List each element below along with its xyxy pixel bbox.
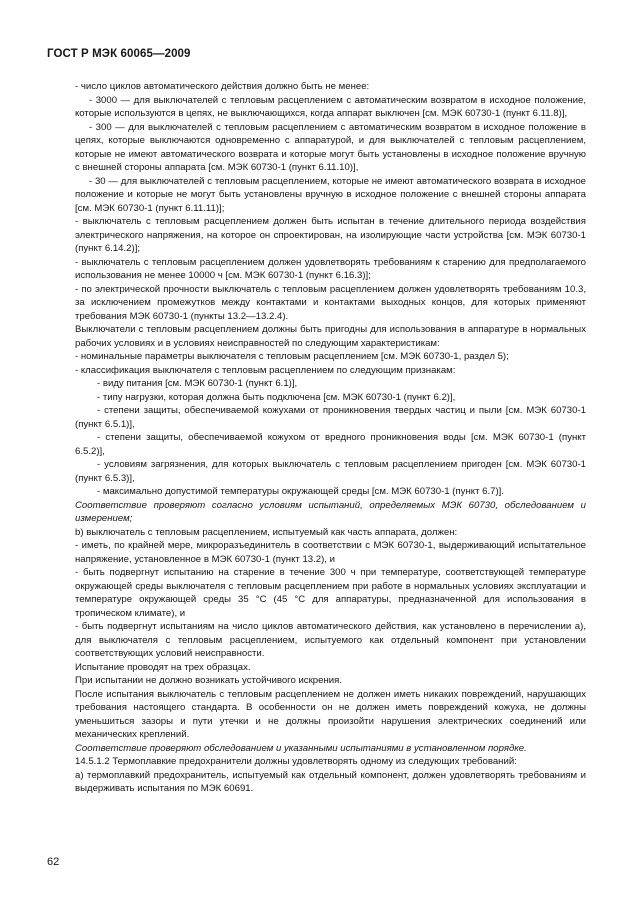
paragraph: - виду питания [см. МЭК 60730-1 (пункт 6.1)], bbox=[97, 378, 298, 389]
paragraph: - условиям загрязнения, для которых выключатель с тепловым расцеплением пригоден [см. МЭК 60730-1 (пункт 6.5.3)], bbox=[75, 459, 586, 484]
paragraph: - быть подвергнут испытанию на старение в течение 300 ч при температуре, соответствующей температуре окружающей среды выключателя с тепловым расцеплением при работе в нормальных условиях эксплуатации и температуре окружающей среды 35 °С (45 °С для аппаратуры, предназначенной для использования в тропическом климате), и bbox=[75, 567, 586, 619]
paragraph: а) термоплавкий предохранитель, испытуемый как отдельный компонент, должен удовлетворять требованиям и выдерживать испытания по МЭК 60691. bbox=[75, 769, 586, 794]
paragraph: 14.5.1.2 Термоплавкие предохранители должны удовлетворять одному из следующих требований: bbox=[75, 756, 517, 767]
paragraph: - по электрической прочности выключатель с тепловым расцеплением должен удовлетворять требованиям 10.3, за исключением промежутков между контактами и контактами выходных концов, для которых применяют требования МЭК 60730-1 (пункты 13.2—13.2.4). bbox=[75, 283, 586, 322]
italic-paragraph: Соответствие проверяют обследованием и указанными испытаниями в установленном порядке. bbox=[75, 742, 527, 754]
document-header: ГОСТ Р МЭК 60065—2009 bbox=[47, 48, 191, 60]
paragraph: - быть подвергнут испытаниям на число циклов автоматического действия, как установлено в перечислении а), для выключателя с тепловым расцеплением, испытуемого как отдельный компонент при установлении соответствующих условий неисправности. bbox=[75, 621, 586, 659]
paragraph: - типу нагрузки, которая должна быть подключена [см. МЭК 60730-1 (пункт 6.2)], bbox=[97, 391, 456, 403]
paragraph: - иметь, по крайней мере, микроразъединитель в соответствии с МЭК 60730-1, выдерживающий испытательное напряжение, установленное в МЭК 60730-1 (пункт 13.2), и bbox=[75, 540, 586, 565]
paragraph: При испытании не должно возникать устойчивого искрения. bbox=[75, 675, 342, 686]
paragraph: - 3000 — для выключателей с тепловым расцеплением с автоматическим возвратом в исходное положение, которые используются в цепях, не выключающихся, когда аппарат выключен [см. МЭК 60730-1 (пункт 6.11.8)], bbox=[75, 94, 586, 119]
paragraph: b) выключатель с тепловым расцеплением, испытуемый как часть аппарата, должен: bbox=[75, 526, 458, 538]
document-body bbox=[75, 80, 586, 796]
paragraph: - выключатель с тепловым расцеплением должен быть испытан в течение длительного периода воздействия электрического напряжения, на которое он спроектирован, на изолирующие части устройства [см. МЭК 60730-1 (пункт 6.14.2)]; bbox=[75, 216, 586, 254]
paragraph: - классификация выключателя с тепловым расцеплением по следующим признакам: bbox=[75, 364, 456, 376]
paragraph: Выключатели с тепловым расцеплением должны быть пригодны для использования в аппаратуре в нормальных рабочих условиях и в условиях неисправностей по следующим характеристикам: bbox=[75, 324, 586, 349]
paragraph: - максимально допустимой температуры окружающей среды [см. МЭК 60730-1 (пункт 6.7)]. bbox=[97, 486, 504, 497]
paragraph: - выключатель с тепловым расцеплением должен удовлетворять требованиям к старению для предполагаемого использования не менее 10000 ч [см. МЭК 60730-1 (пункт 6.16.3)]; bbox=[75, 256, 586, 281]
paragraph: После испытания выключатель с тепловым расцеплением не должен иметь никаких повреждений, нарушающих требования настоящего стандарта. В особенности он не должен иметь повреждений кожуха, не должны уменьшиться зазоры и пути утечки и не должны произойти нарушения электрических соединений или механических креплений. bbox=[75, 688, 586, 740]
paragraph: - номинальные параметры выключателя с тепловым расцеплением [см. МЭК 60730-1, раздел 5); bbox=[75, 351, 509, 362]
page-number: 62 bbox=[47, 856, 60, 868]
paragraph: - степени защиты, обеспечиваемой кожухами от проникновения твердых частиц и пыли [см. МЭК 60730-1 (пункт 6.5.1)], bbox=[75, 405, 586, 430]
italic-paragraph: Соответствие проверяют согласно условиям испытаний, определяемых МЭК 60730, обследованием и измерением; bbox=[75, 499, 586, 524]
paragraph: - число циклов автоматического действия должно быть не менее: bbox=[75, 81, 370, 92]
paragraph: - степени защиты, обеспечиваемой кожухом от вредного проникновения воды [см. МЭК 60730-1 (пункт 6.5.2)], bbox=[75, 432, 586, 457]
paragraph: - 300 — для выключателей с тепловым расцеплением с автоматическим возвратом в исходное положение в цепях, которые выключаются одновременно с аппаратурой, и для выключателей с тепловым расцеплением, которые не имеют автоматического возврата и которые могут быть установлены в исходное положение вручную с внешней стороны аппарата [см. МЭК 60730-1 (пункт 6.11.10)], bbox=[75, 121, 586, 173]
paragraph: Испытание проводят на трех образцах. bbox=[75, 661, 251, 673]
paragraph: - 30 — для выключателей с тепловым расцеплением, которые не имеют автоматического возврата в исходное положение и которые не могут быть установлены вручную в исходное положение с внешней стороны аппарата [см. МЭК 60730-1 (пункт 6.11.11)]; bbox=[75, 175, 586, 214]
